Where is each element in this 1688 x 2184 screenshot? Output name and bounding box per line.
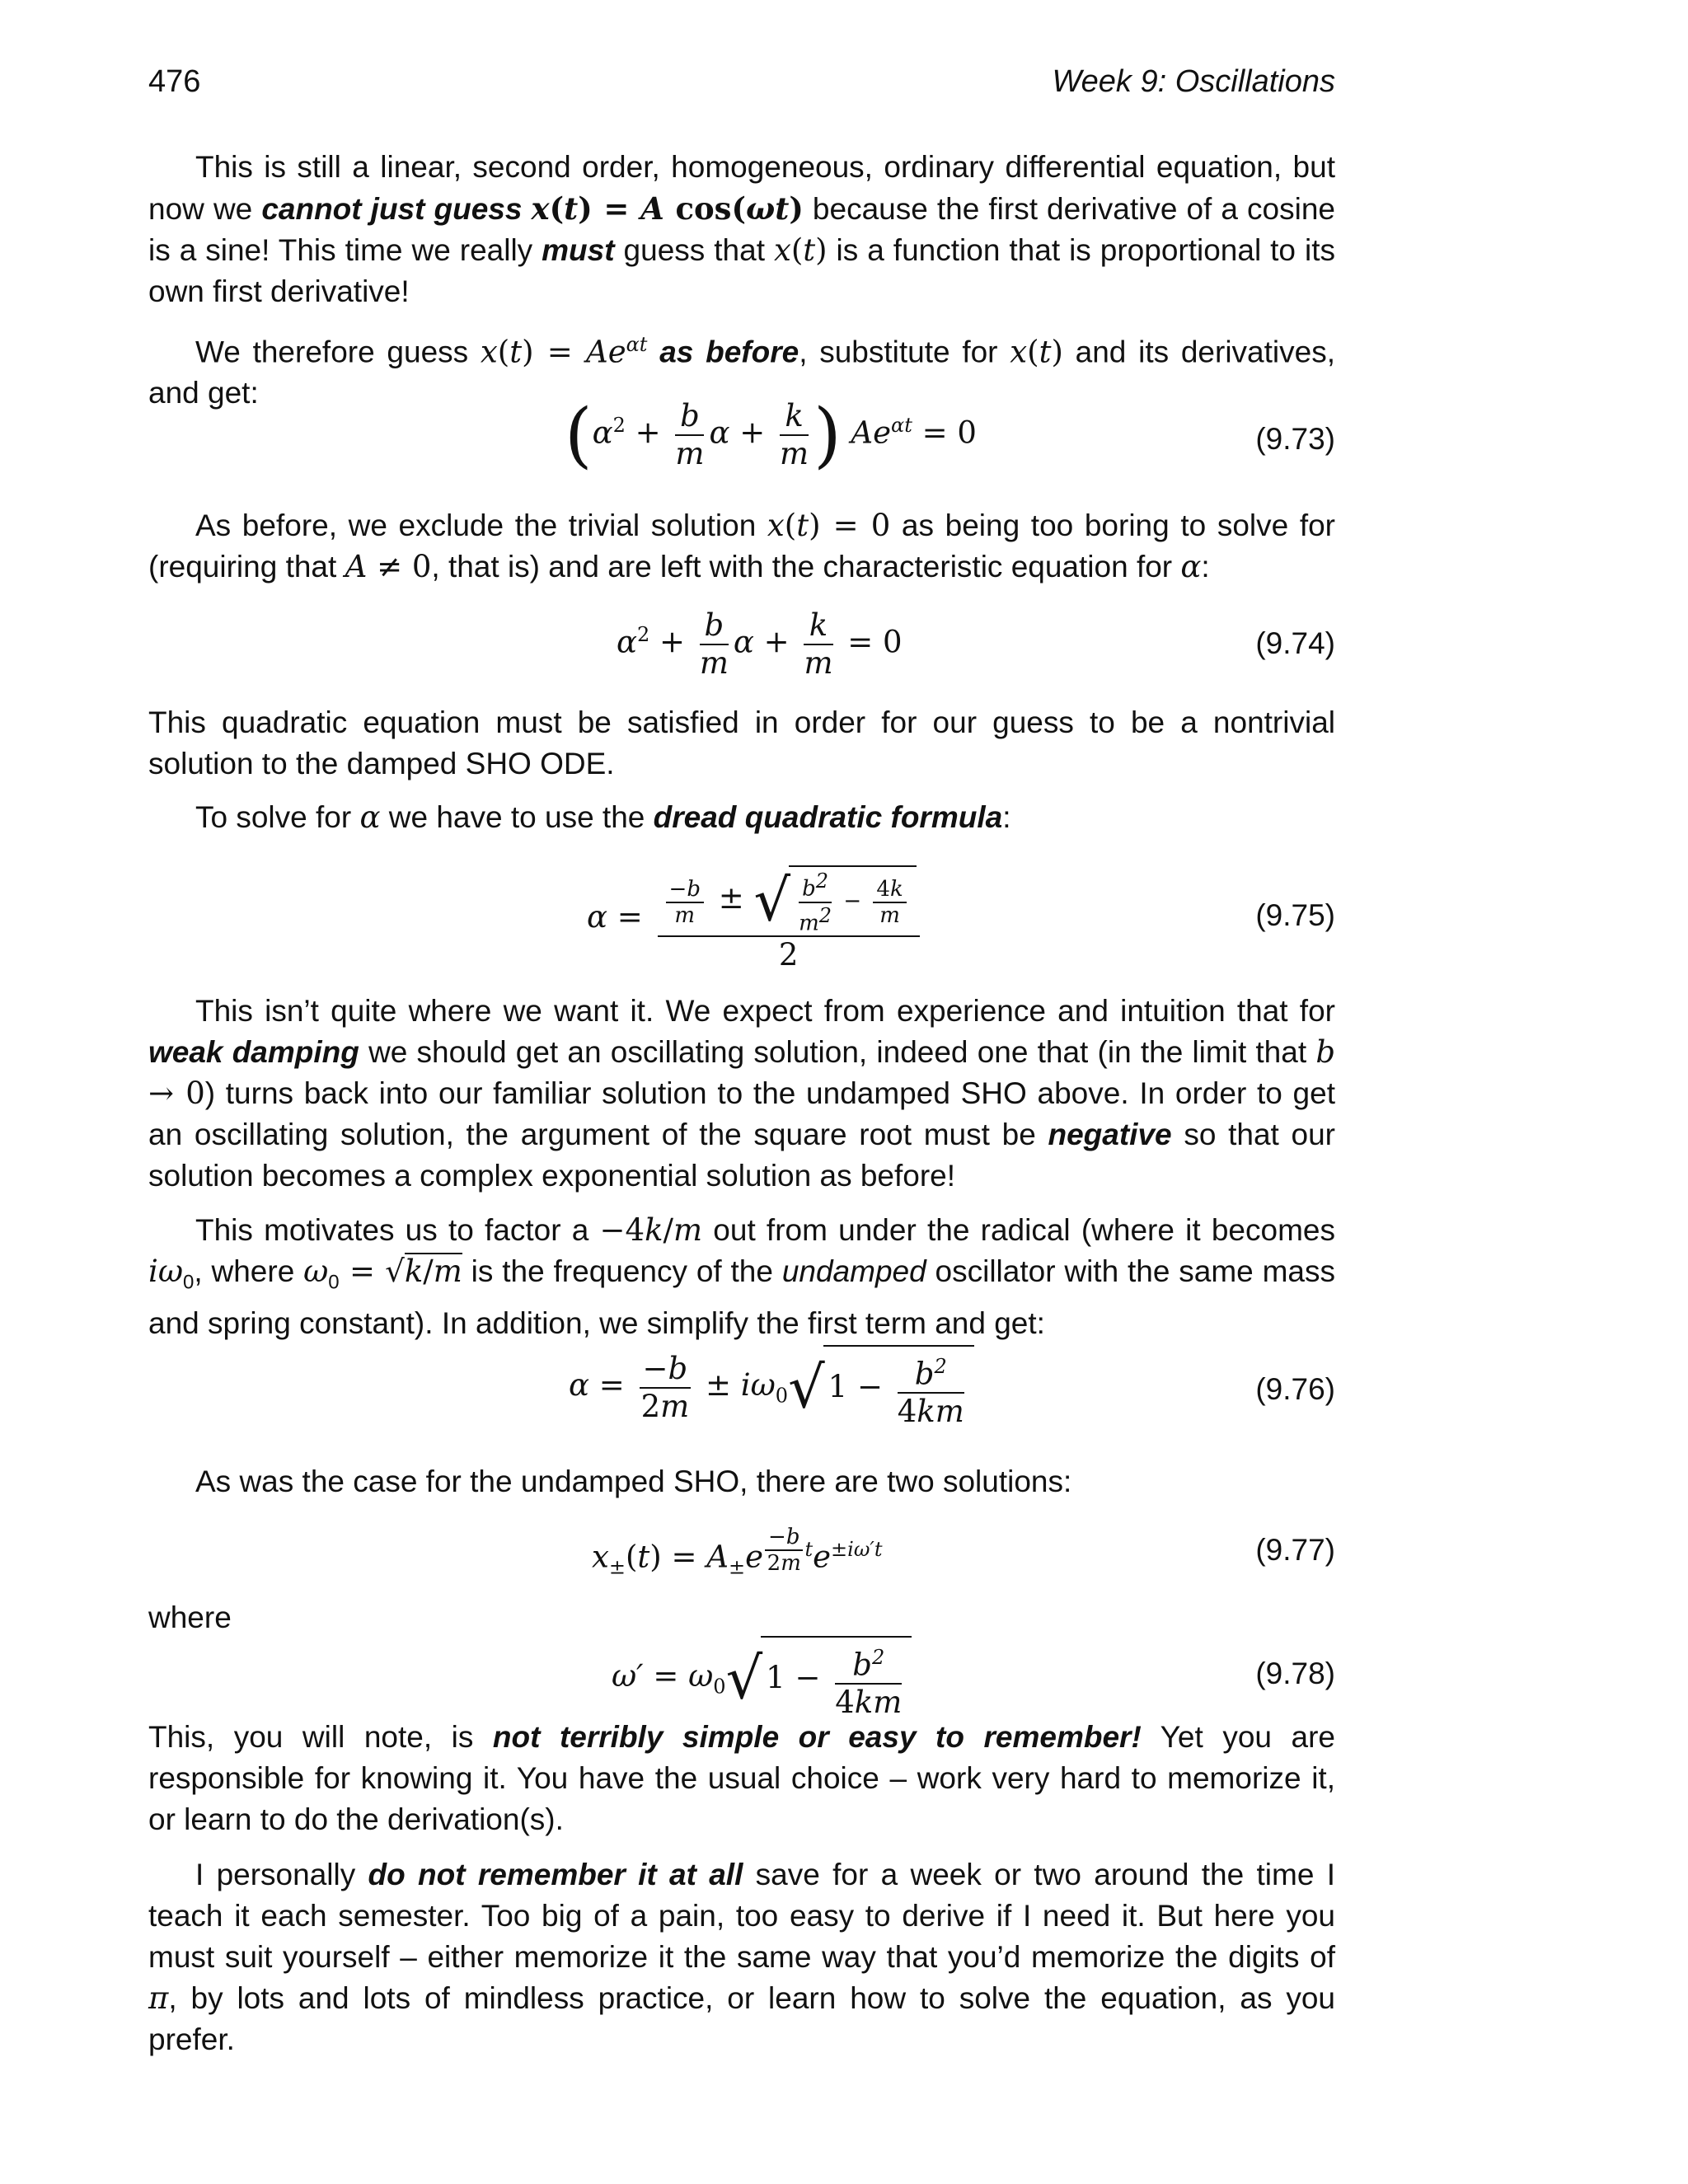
- emphasis: undamped: [781, 1254, 926, 1288]
- text: As before, we exclude the trivial solution: [195, 509, 767, 542]
- paragraph-2: We therefore guess $x(t) = Ae^{\alpha t}$ as before, substitute for x(t) and its derivatives, and get:: [148, 333, 1335, 410]
- math-inline: α: [359, 799, 381, 835]
- equation-number: (9.78): [1255, 1657, 1335, 1690]
- text: To solve for: [195, 800, 360, 834]
- text: and its derivatives, and get:: [148, 335, 1335, 410]
- paragraph-5: [148, 797, 1335, 838]
- text: as being too boring to solve for (requiring that: [148, 509, 1336, 583]
- text: , that is) and are left with the characteristic equation for: [431, 550, 1181, 583]
- text: where: [148, 1601, 232, 1634]
- text: is the frequency of the: [462, 1254, 782, 1288]
- equation-number: (9.77): [1255, 1533, 1335, 1567]
- equation-number: (9.74): [1255, 626, 1335, 660]
- math-inline: π: [148, 1980, 169, 2016]
- math-inline: x: [1010, 334, 1028, 370]
- equation-9-78: $\omega' = \omega_0√$ 1 − $\frac{b^2}{4km}$: [612, 1636, 912, 1721]
- text: This is still a linear, second order, homogeneous, ordinary differential equation, but now we: [148, 150, 1335, 226]
- emphasis: weak damping: [148, 1035, 359, 1069]
- text: we should get an oscillating solution, indeed one that (in the limit that: [359, 1035, 1316, 1069]
- equation-number: (9.73): [1255, 422, 1335, 456]
- equation-number: (9.76): [1255, 1372, 1335, 1406]
- paragraph-4: [148, 702, 1335, 785]
- text: , substitute for: [799, 335, 1010, 369]
- text: :: [1002, 800, 1011, 834]
- paragraph-1: This is still a linear, second order, homogeneous, ordinary differential equation, but now we cannot just guess x(t) = A cos(ωt) because the first derivative of a cosine is a sine! This time we really must guess that x(t) is a function that is proportional to its own first derivative!: [148, 150, 1335, 308]
- text: is a function that is proportional to its own first derivative!: [148, 233, 1335, 308]
- text: we have to use the: [380, 800, 654, 834]
- math-inline: b: [1315, 1034, 1335, 1070]
- paragraph-6: This isn’t quite where we want it. We expect from experience and intuition that for weak damping we should get an oscillating solution, indeed one that (in the limit that b → 0) turns back into our familiar solution to the undamped SHO above. In order to get an oscillating solution, the argument of the square root must be negative so that our solution becomes a complex exponential solution as before!: [148, 994, 1336, 1193]
- text: ) turns back into our familiar solution to the undamped SHO above. In order to get an oscillating solution, the argument of the square root must be: [148, 1076, 1335, 1151]
- text: out from under the radical (where it becomes: [702, 1213, 1335, 1247]
- paragraph-3: As before, we exclude the trivial solution x(t) = 0 as being too boring to solve for (requiring that A ≠ 0, that is) and are left with the characteristic equation for α:: [148, 508, 1336, 584]
- emphasis: not terribly simple or easy to remember!: [492, 1720, 1142, 1754]
- text: As was the case for the undamped SHO, there are two solutions:: [195, 1465, 1072, 1498]
- equation-9-77: $x_\pm(t) = A_\pm e$ $^{\frac{-b}{2m} t}e^{\pm i\omega't}$: [592, 1525, 883, 1579]
- equation-9-73: ($\alpha^2$ + $\frac{b}{m}$ α + $\frac{k}{m}$ ) $Ae^{\alpha t} = 0$: [565, 394, 977, 476]
- equation-9-74: $\alpha^2$ + $\frac{b}{m}$ α + $\frac{k}{m}$ = 0: [617, 607, 903, 681]
- math-inline: x: [773, 232, 791, 268]
- text: We therefore guess: [195, 335, 481, 369]
- equation-9-75: α = $\frac{-b}{m}$ ± √ $\frac{b^2}{m^2}$ − $\frac{4k}{m}$ 2: [587, 865, 925, 973]
- equation-9-76: α = $\frac{-b}{2m}$ ± $i\omega_0√$ 1 − $\frac{b^2}{4km}$: [569, 1345, 974, 1430]
- text: oscillator with the same mass and spring constant). In addition, we simplify the first term and get:: [148, 1254, 1335, 1341]
- text: so that our solution becomes a complex exponential solution as before!: [148, 1118, 1336, 1193]
- text: This motivates us to factor a: [195, 1213, 600, 1247]
- emphasis: negative: [1048, 1118, 1172, 1151]
- running-head: Week 9: Oscillations: [1052, 64, 1335, 99]
- emphasis: must: [542, 233, 615, 267]
- emphasis: as before: [659, 335, 799, 369]
- text: save for a week or two around the time I teach it each semester. Too big of a pain, too easy to derive if I need it. But here you must suit yourself – either memorize it the same way that you’d memorize the digits of: [148, 1858, 1335, 1974]
- text: This, you will note, is: [148, 1720, 493, 1754]
- math-inline: A: [345, 549, 368, 584]
- text: I personally: [195, 1858, 368, 1891]
- text: , where: [194, 1254, 304, 1288]
- math-inline: x: [767, 508, 785, 543]
- emphasis: do not remember it at all: [368, 1858, 743, 1891]
- math-inline: α: [1180, 549, 1202, 584]
- math-inline: x: [531, 190, 550, 227]
- math-inline: x: [480, 334, 498, 370]
- text: because the first derivative of a cosine is a sine! This time we really: [148, 192, 1335, 267]
- text: This quadratic equation must be satisfied in order for our guess to be a nontrivial solution to the damped SHO ODE.: [148, 705, 1335, 780]
- paragraph-11: [148, 1854, 1335, 2060]
- paragraph-7: This motivates us to factor a −4k/m out from under the radical (where it becomes $i\omega_0$, where $\omega_0 = √k/m$ is the frequency of the undamped oscillator with the same mass and spring constant). In addition, we simplify the first term and get:: [148, 1212, 1335, 1341]
- text: guess that: [614, 233, 774, 267]
- text: :: [1201, 550, 1210, 583]
- emphasis: cannot just guess: [261, 192, 523, 226]
- text: Yet you are responsible for knowing it. You have the usual choice – work very hard to memorize it, or learn to do the derivation(s).: [148, 1720, 1335, 1836]
- paragraph-8: [148, 1461, 1335, 1502]
- emphasis: dread quadratic formula: [653, 800, 1003, 834]
- text: , by lots and lots of mindless practice, or learn how to solve the equation, as you prefer.: [148, 1981, 1335, 2056]
- paragraph-9: [148, 1597, 1335, 1638]
- paragraph-10: [148, 1717, 1335, 1840]
- text: This isn’t quite where we want it. We expect from experience and intuition that for: [195, 994, 1335, 1028]
- equation-number: (9.75): [1255, 898, 1335, 932]
- page-number: 476: [148, 64, 201, 99]
